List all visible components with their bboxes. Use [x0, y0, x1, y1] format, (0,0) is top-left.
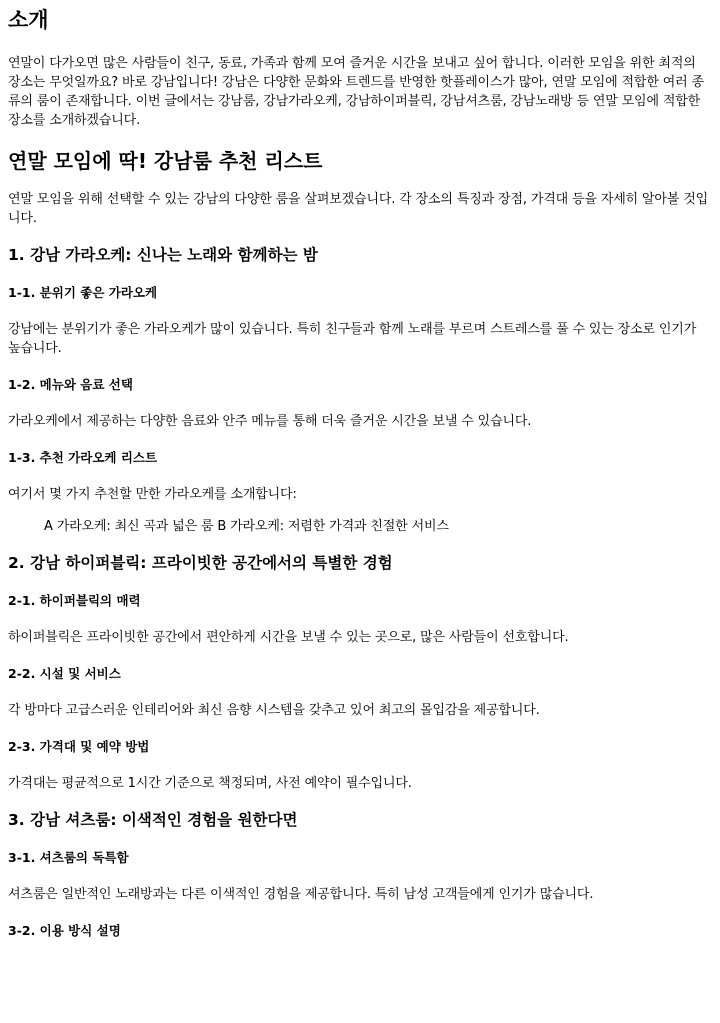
section2-sub3-heading: 2-3. 가격대 및 예약 방법 — [8, 739, 150, 754]
section1-sub3-heading: 1-3. 추천 가라오케 리스트 — [8, 450, 158, 465]
karaoke-recommendation-list: A 가라오케: 최신 곡과 넓은 룸 B 가라오케: 저렴한 가격과 친절한 서비스 — [44, 519, 449, 534]
section3-heading: 3. 강남 셔츠룸: 이색적인 경험을 원한다면 — [8, 811, 298, 829]
section3-sub1-heading: 3-1. 셔츠룸의 독특함 — [8, 850, 129, 865]
section2-sub2-heading: 2-2. 시설 및 서비스 — [8, 666, 121, 681]
section2-sub2-text: 각 방마다 고급스러운 인테리어와 최신 음향 시스템을 갖추고 있어 최고의 몰입감을 제공합니다. — [8, 703, 540, 718]
section2-sub1-text: 하이퍼블릭은 프라이빗한 공간에서 편안하게 시간을 보낼 수 있는 곳으로, 많은 사람들이 선호합니다. — [8, 630, 569, 645]
section3-sub2-heading: 3-2. 이용 방식 설명 — [8, 923, 121, 938]
section1-sub2-text: 가라오케에서 제공하는 다양한 음료와 안주 메뉴를 통해 더욱 즐거운 시간을 보낼 수 있습니다. — [8, 414, 532, 429]
section1-sub3-text: 여기서 몇 가지 추천할 만한 가라오케를 소개합니다: — [8, 487, 297, 502]
section1-sub2-heading: 1-2. 메뉴와 음료 선택 — [8, 377, 133, 392]
section2-heading: 2. 강남 하이퍼블릭: 프라이빗한 공간에서의 특별한 경험 — [8, 554, 393, 572]
section1-sub1-heading: 1-1. 분위기 좋은 가라오케 — [8, 285, 158, 300]
section1-heading: 1. 강남 가라오케: 신나는 노래와 함께하는 밤 — [8, 246, 318, 264]
intro-heading: 소개 — [8, 8, 49, 32]
recommend-list-heading: 연말 모임에 딱! 강남룸 추천 리스트 — [8, 149, 323, 173]
section1-sub1-text: 강남에는 분위기가 좋은 가라오케가 많이 있습니다. 특히 친구들과 함께 노래를 부르며 스트레스를 풀 수 있는 장소로 인기가 높습니다. — [8, 322, 697, 356]
article — [0, 6, 720, 940]
intro-paragraph: 연말이 다가오면 많은 사람들이 친구, 동료, 가족과 함께 모여 즐거운 시간을 보내고 싶어 합니다. 이러한 모임을 위한 최적의 장소는 무엇일까요? 바로 강남입니다! 강남은 다양한 문화와 트렌드를 반영한 핫플레이스가 많아, 연말 모임에 적합한 여러 종류의 룸이 존재합니다. 이번 글에서는 강남룸, 강남가라오케, 강남하이퍼블릭, 강남셔츠룸, 강남노래방 등 연말 모임에 적합한 장소를 소개하겠습니다. — [8, 56, 704, 128]
recommend-list-paragraph: 연말 모임을 위해 선택할 수 있는 강남의 다양한 룸을 살펴보겠습니다. 각 장소의 특징과 장점, 가격대 등을 자세히 알아볼 것입니다. — [8, 192, 709, 226]
section2-sub1-heading: 2-1. 하이퍼블릭의 매력 — [8, 593, 141, 608]
section2-sub3-text: 가격대는 평균적으로 1시간 기준으로 책정되며, 사전 예약이 필수입니다. — [8, 776, 412, 791]
section3-sub1-text: 셔츠룸은 일반적인 노래방과는 다른 이색적인 경험을 제공합니다. 특히 남성 고객들에게 인기가 많습니다. — [8, 887, 594, 902]
